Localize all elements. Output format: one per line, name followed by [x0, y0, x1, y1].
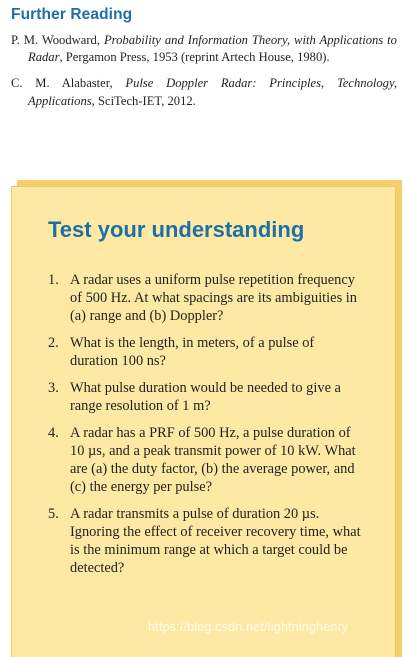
question-item [48, 271, 364, 325]
question-list [48, 271, 364, 586]
question-number: 1. [48, 272, 59, 288]
reference-item [11, 32, 397, 66]
question-text: What is the length, in meters, of a pulse of duration 100 ns? [70, 335, 315, 369]
test-understanding-box [11, 186, 396, 657]
reference-title: Probability and Information Theory, with Applications to Radar [28, 33, 397, 65]
question-number: 4. [48, 425, 59, 441]
reference-publisher: , Pergamon Press, 1953 (reprint Artech House, 1980). [59, 50, 330, 65]
question-item [48, 379, 364, 415]
question-text: A radar has a PRF of 500 Hz, a pulse duration of 10 µs, and a peak transmit power of 10 kW. What are (a) the duty factor, (b) the average power, and (c) the energy per pulse? [70, 425, 356, 495]
question-item [48, 505, 364, 577]
test-understanding-title: Test your understanding [48, 217, 305, 242]
question-number: 3. [48, 380, 59, 396]
watermark-text: https://blog.csdn.net/lightninghenry [148, 620, 349, 634]
question-item [48, 334, 364, 370]
question-text: A radar uses a uniform pulse repetition frequency of 500 Hz. At what spacings are its ambiguities in (a) range and (b) Doppler? [70, 272, 357, 324]
reference-item [11, 75, 397, 109]
question-text: A radar transmits a pulse of duration 20 µs. Ignoring the effect of receiver recovery time, what is the minimum range at which a target could be detected? [70, 506, 361, 576]
further-reading-title: Further Reading [11, 6, 133, 23]
question-text: What pulse duration would be needed to give a range resolution of 1 m? [70, 380, 341, 414]
reference-publisher: , SciTech-IET, 2012. [91, 93, 196, 108]
question-number: 5. [48, 506, 59, 522]
reference-authors: P. M. Woodward, [11, 33, 104, 47]
reference-title: Pulse Doppler Radar: Principles, Technology, Applications [28, 76, 397, 108]
reference-authors: C. M. Alabaster, [11, 76, 126, 91]
question-number: 2. [48, 335, 59, 351]
further-reading-section [11, 6, 397, 119]
question-item [48, 424, 364, 496]
